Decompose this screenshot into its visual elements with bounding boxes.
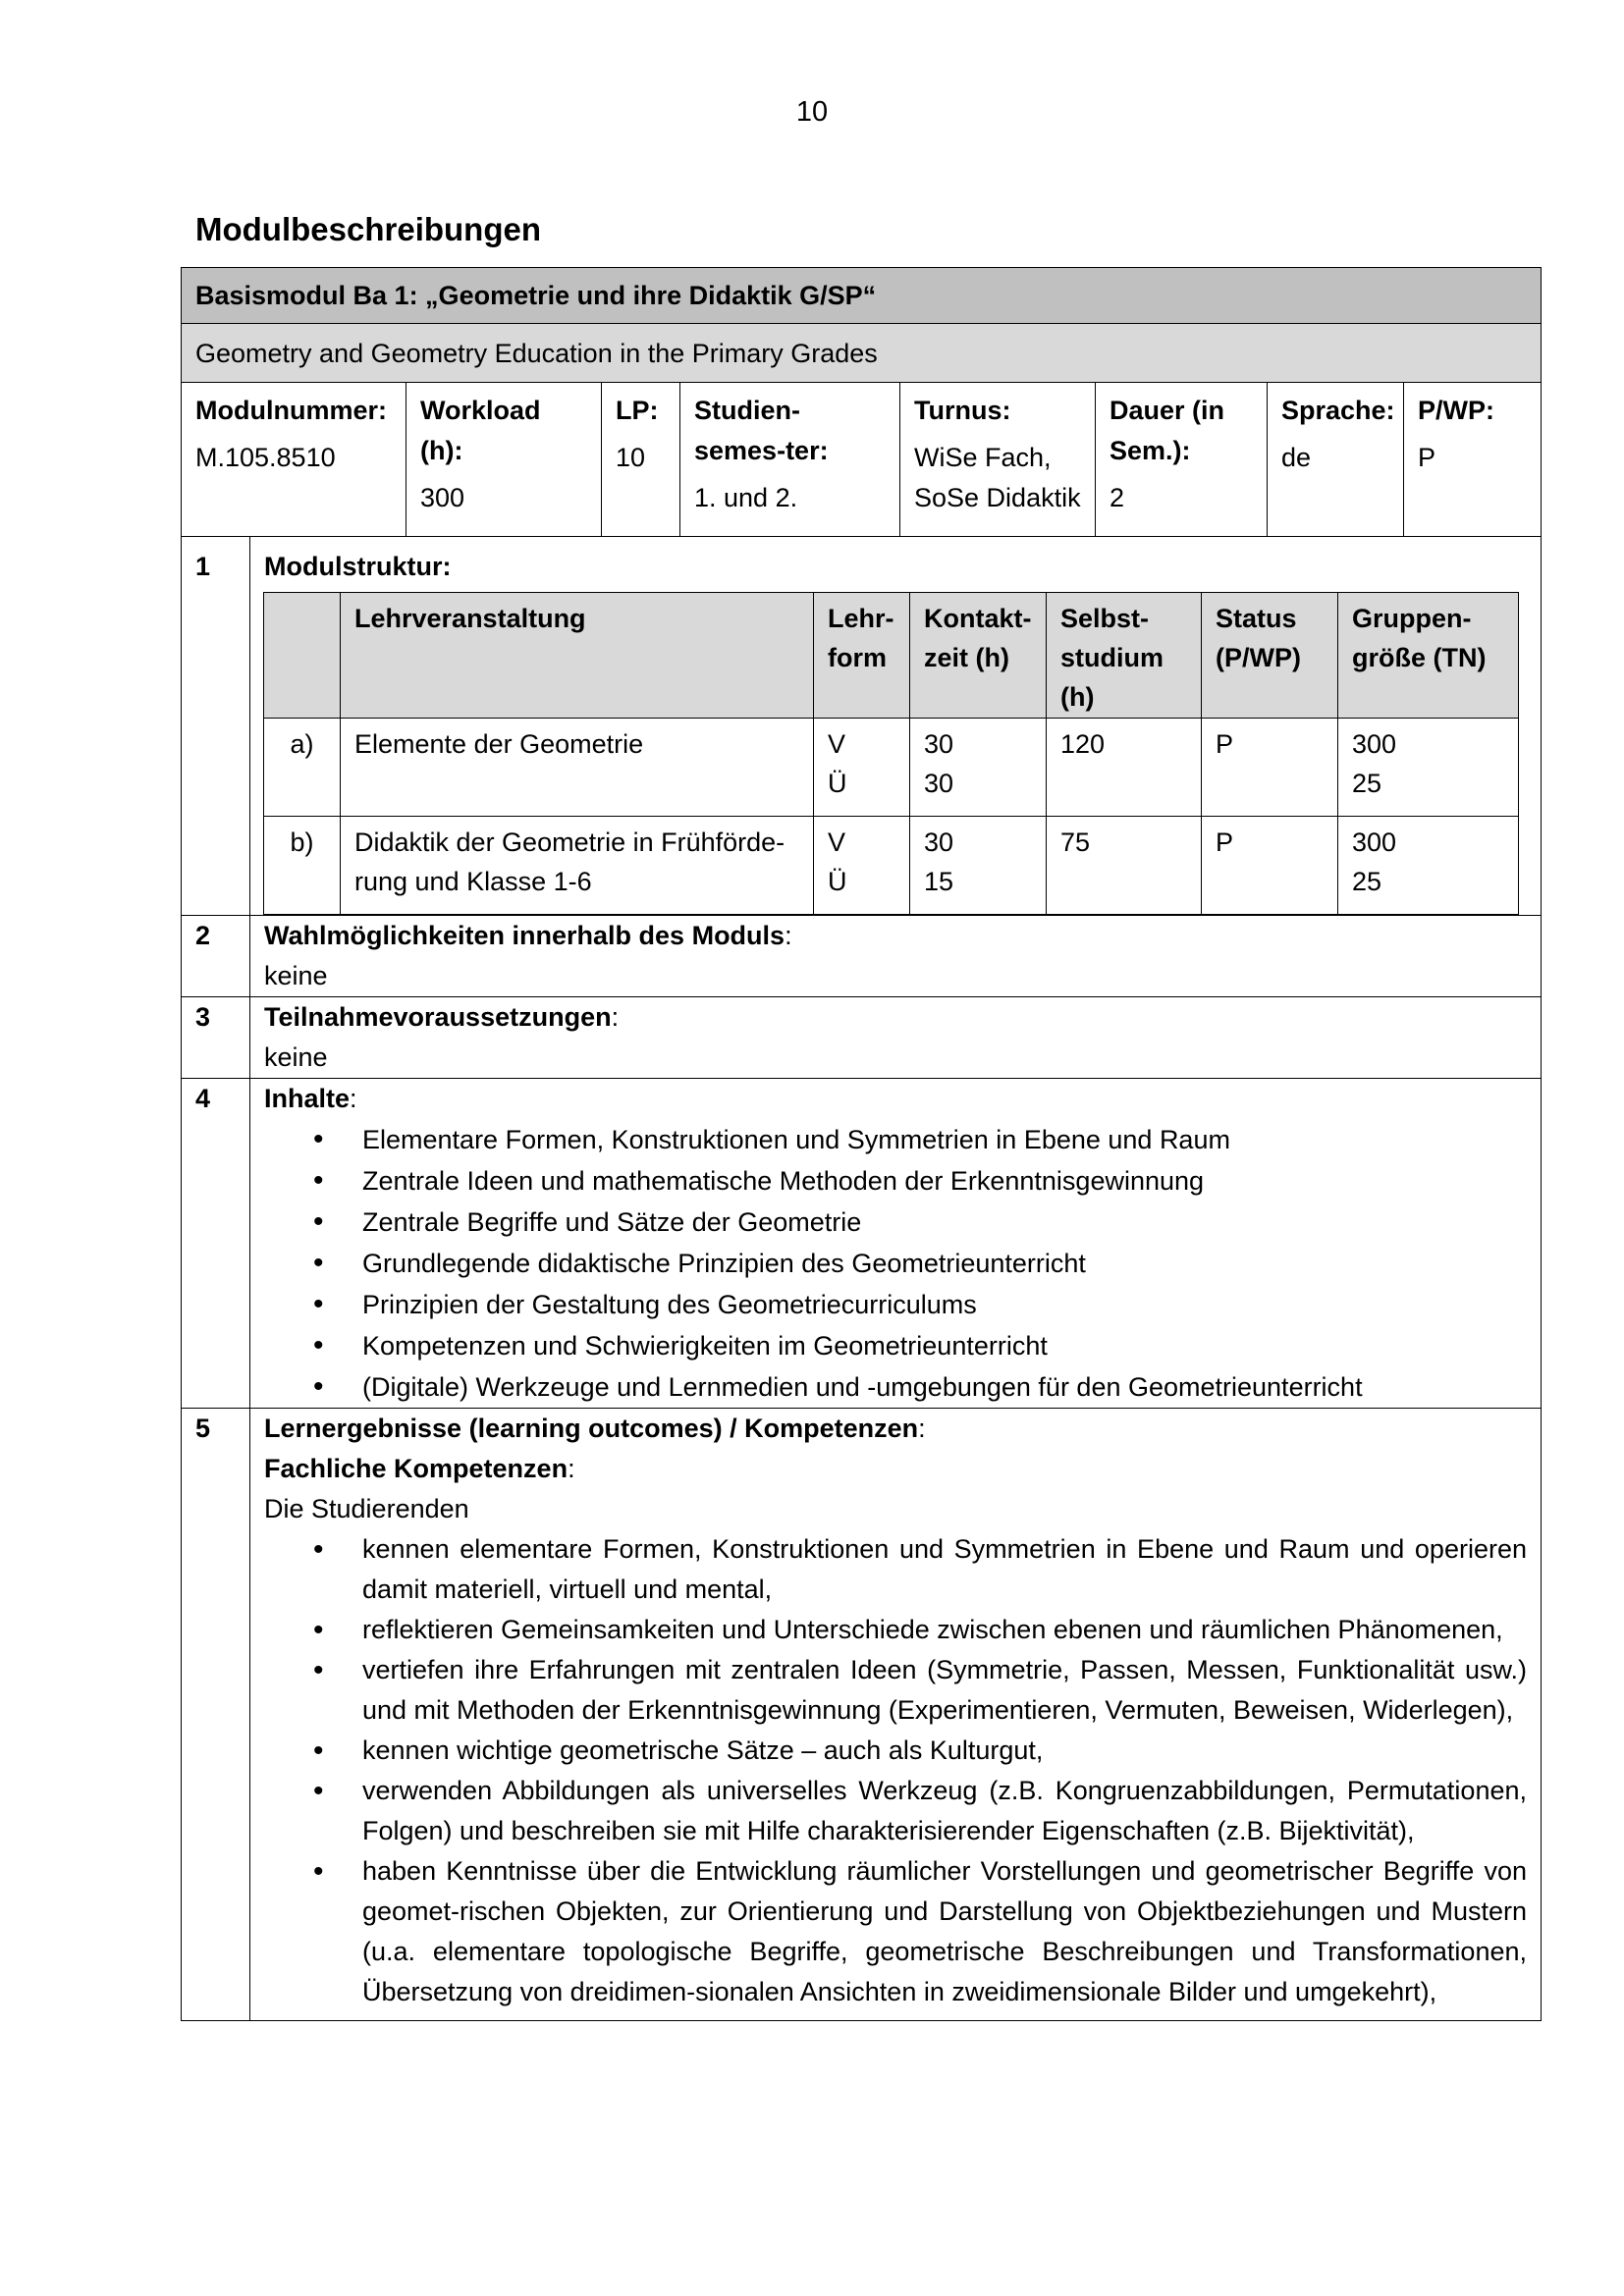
kontaktzeit-lecture: 30 bbox=[924, 828, 954, 857]
list-item: • (Digitale) Werkzeuge und Lernmedien und -umgebungen für den Geometrieunterricht bbox=[264, 1366, 1527, 1408]
section-title: Teilnahmevoraussetzungen bbox=[264, 1002, 612, 1032]
row-id: b) bbox=[264, 817, 341, 915]
header-cell bbox=[264, 593, 341, 719]
meta-cell-turnus bbox=[900, 383, 1096, 536]
page-number: 10 bbox=[795, 96, 829, 128]
meta-value: de bbox=[1281, 443, 1312, 472]
section-lernergebnisse bbox=[182, 1409, 1541, 2020]
section-colon: : bbox=[918, 1414, 926, 1443]
kontaktzeit-lecture: 30 bbox=[924, 729, 954, 759]
section-body bbox=[250, 997, 1541, 1078]
meta-label: LP: bbox=[616, 396, 659, 425]
list-item: • reflektieren Gemeinsamkeiten und Unterschiede zwischen ebenen und räumlichen Phänomenen, bbox=[264, 1610, 1527, 1650]
section-heading-line bbox=[264, 997, 1527, 1038]
row-course-name: Didaktik der Geometrie in Frühförde-rung und Klasse 1-6 bbox=[341, 817, 814, 915]
lehrform-exercise: Ü bbox=[828, 769, 847, 798]
module-title: Basismodul Ba 1: „Geometrie und ihre Didaktik G/SP“ bbox=[182, 268, 1541, 324]
lehrform-exercise: Ü bbox=[828, 867, 847, 896]
meta-value: WiSe Fach, SoSe Didaktik bbox=[914, 443, 1081, 512]
section-body bbox=[250, 916, 1541, 996]
section-number: 3 bbox=[182, 997, 250, 1078]
kontaktzeit-exercise: 30 bbox=[924, 769, 954, 798]
meta-cell-workload bbox=[406, 383, 602, 536]
header-cell: Selbst-studium (h) bbox=[1047, 593, 1202, 719]
header-cell: Lehr-form bbox=[814, 593, 910, 719]
meta-value: 2 bbox=[1110, 483, 1125, 512]
header-cell: Gruppen-größe (TN) bbox=[1338, 593, 1519, 719]
row-gruppengroesse bbox=[1338, 719, 1519, 817]
list-item: • kennen wichtige geometrische Sätze – auch als Kulturgut, bbox=[264, 1731, 1527, 1771]
row-kontaktzeit bbox=[910, 817, 1047, 915]
section-body bbox=[250, 537, 1541, 915]
section-number: 2 bbox=[182, 916, 250, 996]
meta-label: P/WP: bbox=[1418, 396, 1494, 425]
meta-cell-semester bbox=[680, 383, 900, 536]
meta-value: 10 bbox=[616, 443, 646, 472]
row-lehrform bbox=[814, 817, 910, 915]
section-subtitle: Fachliche Kompetenzen bbox=[264, 1454, 568, 1483]
section-body bbox=[250, 1409, 1541, 2020]
row-status: P bbox=[1202, 817, 1338, 915]
list-item: • haben Kenntnisse über die Entwicklung räumlicher Vorstellungen und geometrischer Begriffe von geomet-rischen Objekten, zur Orientierung und Darstellung von Objektbeziehungen und Mustern (u.a. elementare topologische Begriffe, geometrische Beschreibungen und Transformationen, Übersetzung von dreidimen-sionalen Ansichten in zweidimensionale Bilder und umgekehrt), bbox=[264, 1851, 1527, 2012]
section-number: 5 bbox=[182, 1409, 250, 2020]
list-item: • verwenden Abbildungen als universelles Werkzeug (z.B. Kongruenzabbildungen, Permutationen, Folgen) und beschreiben sie mit Hilfe charakterisierender Eigenschaften (z.B. Bijektivität), bbox=[264, 1771, 1527, 1851]
section-title: Inhalte bbox=[264, 1084, 351, 1113]
meta-cell-sprache bbox=[1268, 383, 1404, 536]
meta-value: 300 bbox=[420, 483, 465, 512]
meta-label: Sprache: bbox=[1281, 396, 1395, 425]
section-title: Modulstruktur: bbox=[264, 552, 452, 581]
list-item: • Zentrale Begriffe und Sätze der Geometrie bbox=[264, 1201, 1527, 1243]
header-cell: Lehrveranstaltung bbox=[341, 593, 814, 719]
gruppe-exercise: 25 bbox=[1352, 867, 1382, 896]
meta-label: Dauer (in Sem.): bbox=[1110, 396, 1225, 465]
meta-cell-dauer bbox=[1096, 383, 1268, 536]
course-table bbox=[263, 592, 1519, 915]
list-item: • Zentrale Ideen und mathematische Methoden der Erkenntnisgewinnung bbox=[264, 1160, 1527, 1201]
section-colon: : bbox=[785, 921, 792, 950]
section-intro: Die Studierenden bbox=[264, 1494, 469, 1523]
row-lehrform bbox=[814, 719, 910, 817]
section-modulstruktur bbox=[182, 537, 1541, 916]
lehrform-lecture: V bbox=[828, 828, 846, 857]
meta-value: P bbox=[1418, 443, 1436, 472]
module-meta-row bbox=[182, 383, 1541, 537]
meta-label: Modulnummer: bbox=[195, 396, 387, 425]
list-item: • Elementare Formen, Konstruktionen und Symmetrien in Ebene und Raum bbox=[264, 1119, 1527, 1160]
content-list bbox=[264, 1119, 1527, 1408]
outcome-list bbox=[264, 1529, 1527, 2012]
table-row bbox=[264, 817, 1519, 915]
section-heading-line bbox=[264, 1409, 1527, 1449]
list-item: • Kompetenzen und Schwierigkeiten im Geometrieunterricht bbox=[264, 1325, 1527, 1366]
list-item: • Prinzipien der Gestaltung des Geometriecurriculums bbox=[264, 1284, 1527, 1325]
meta-cell-lp bbox=[602, 383, 680, 536]
section-number: 1 bbox=[182, 537, 250, 915]
section-colon: : bbox=[350, 1084, 357, 1113]
section-text: keine bbox=[264, 961, 328, 990]
list-item: • vertiefen ihre Erfahrungen mit zentralen Ideen (Symmetrie, Passen, Messen, Funktionalität usw.) und mit Methoden der Erkenntnisgewinnung (Experimentieren, Vermuten, Beweisen, Widerlegen), bbox=[264, 1650, 1527, 1731]
table-row bbox=[264, 719, 1519, 817]
meta-label: Studien-semes-ter: bbox=[694, 396, 829, 465]
page-heading: Modulbeschreibungen bbox=[195, 211, 542, 247]
meta-label: Workload (h): bbox=[420, 396, 541, 465]
gruppe-lecture: 300 bbox=[1352, 828, 1397, 857]
section-body bbox=[250, 1079, 1541, 1408]
row-id: a) bbox=[264, 719, 341, 817]
section-text: keine bbox=[264, 1042, 328, 1072]
row-selbststudium: 120 bbox=[1047, 719, 1202, 817]
kontaktzeit-exercise: 15 bbox=[924, 867, 954, 896]
meta-cell-modulnummer bbox=[182, 383, 406, 536]
meta-cell-pwp bbox=[1404, 383, 1541, 536]
row-course-name: Elemente der Geometrie bbox=[341, 719, 814, 817]
gruppe-lecture: 300 bbox=[1352, 729, 1397, 759]
section-heading-line bbox=[264, 916, 1527, 956]
header-cell: Kontakt-zeit (h) bbox=[910, 593, 1047, 719]
list-item: • Grundlegende didaktische Prinzipien des Geometrieunterricht bbox=[264, 1243, 1527, 1284]
list-item: • kennen elementare Formen, Konstruktionen und Symmetrien in Ebene und Raum und operieren damit materiell, virtuell und mental, bbox=[264, 1529, 1527, 1610]
section-number: 4 bbox=[182, 1079, 250, 1408]
section-wahlmoeglichkeiten bbox=[182, 916, 1541, 997]
section-inhalte bbox=[182, 1079, 1541, 1409]
meta-label: Turnus: bbox=[914, 396, 1011, 425]
lehrform-lecture: V bbox=[828, 729, 846, 759]
gruppe-exercise: 25 bbox=[1352, 769, 1382, 798]
section-subheading-line bbox=[264, 1449, 1527, 1489]
section-heading-line bbox=[264, 1079, 1527, 1119]
meta-value: 1. und 2. bbox=[694, 483, 798, 512]
section-colon: : bbox=[611, 1002, 620, 1032]
header-cell: Status (P/WP) bbox=[1202, 593, 1338, 719]
meta-value: M.105.8510 bbox=[195, 443, 336, 472]
section-title: Wahlmöglichkeiten innerhalb des Moduls bbox=[264, 921, 785, 950]
course-table-header bbox=[264, 593, 1519, 719]
row-kontaktzeit bbox=[910, 719, 1047, 817]
section-teilnahmevoraussetzungen bbox=[182, 997, 1541, 1079]
row-selbststudium: 75 bbox=[1047, 817, 1202, 915]
module-table bbox=[181, 267, 1542, 2021]
section-title: Lernergebnisse (learning outcomes) / Kompetenzen bbox=[264, 1414, 919, 1443]
row-status: P bbox=[1202, 719, 1338, 817]
section-colon: : bbox=[568, 1454, 575, 1483]
row-gruppengroesse bbox=[1338, 817, 1519, 915]
module-subtitle: Geometry and Geometry Education in the Primary Grades bbox=[182, 324, 1541, 383]
